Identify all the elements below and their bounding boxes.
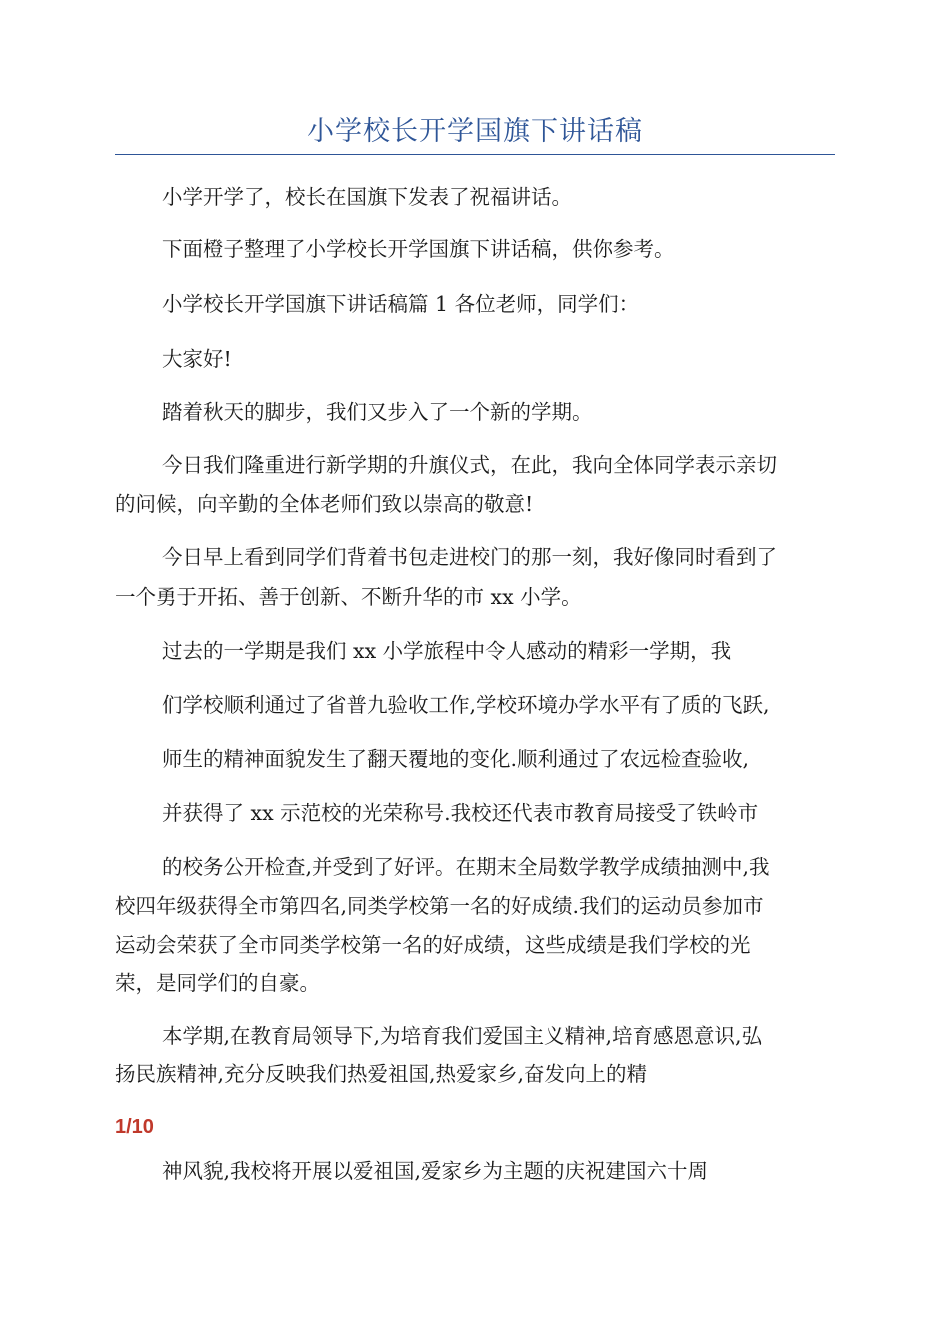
paragraph-line: 的校务公开检查,并受到了好评。在期末全局数学教学成绩抽测中,我 bbox=[162, 855, 770, 879]
paragraph-line: 们学校顺利通过了省普九验收工作,学校环境办学水平有了质的飞跃, bbox=[162, 693, 770, 717]
paragraph-line: 师生的精神面貌发生了翻天覆地的变化.顺利通过了农远检查验收, bbox=[162, 747, 750, 771]
paragraph-line: 荣，是同学们的自豪。 bbox=[115, 971, 320, 995]
paragraph-line: 小学开学了，校长在国旗下发表了祝福讲话。 bbox=[162, 185, 572, 209]
paragraph-line: 今日我们隆重进行新学期的升旗仪式，在此，我向全体同学表示亲切 bbox=[162, 453, 777, 477]
paragraph-line: 过去的一学期是我们 xx 小学旅程中令人感动的精彩一学期，我 bbox=[162, 639, 732, 663]
paragraph-line: 今日早上看到同学们背着书包走进校门的那一刻，我好像同时看到了 bbox=[162, 545, 777, 569]
paragraph-line: 运动会荣获了全市同类学校第一名的好成绩，这些成绩是我们学校的光 bbox=[115, 933, 751, 957]
paragraph-line: 大家好! bbox=[162, 347, 232, 371]
paragraph-line: 校四年级获得全市第四名,同类学校第一名的好成绩.我们的运动员参加市 bbox=[115, 894, 764, 918]
paragraph-line: 本学期,在教育局领导下,为培育我们爱国主义精神,培育感恩意识,弘 bbox=[162, 1024, 763, 1048]
paragraph-line: 小学校长开学国旗下讲话稿篇 1 各位老师，同学们： bbox=[162, 292, 640, 316]
paragraph-line: 一个勇于开拓、善于创新、不断升华的市 xx 小学。 bbox=[115, 585, 582, 609]
paragraph-line: 下面橙子整理了小学校长开学国旗下讲话稿，供你参考。 bbox=[162, 237, 675, 261]
paragraph-line: 的问候，向辛勤的全体老师们致以崇高的敬意! bbox=[115, 492, 534, 516]
document-title: 小学校长开学国旗下讲话稿 bbox=[307, 116, 643, 147]
paragraph-line: 踏着秋天的脚步，我们又步入了一个新的学期。 bbox=[162, 400, 593, 424]
title-underline bbox=[115, 154, 835, 155]
paragraph-line: 扬民族精神,充分反映我们热爱祖国,热爱家乡,奋发向上的精 bbox=[115, 1062, 648, 1086]
paragraph-line: 神风貌,我校将开展以爱祖国,爱家乡为主题的庆祝建国六十周 bbox=[162, 1159, 709, 1183]
paragraph-line: 并获得了 xx 示范校的光荣称号.我校还代表市教育局接受了铁岭市 bbox=[162, 801, 759, 825]
page-number: 1/10 bbox=[115, 1116, 154, 1138]
